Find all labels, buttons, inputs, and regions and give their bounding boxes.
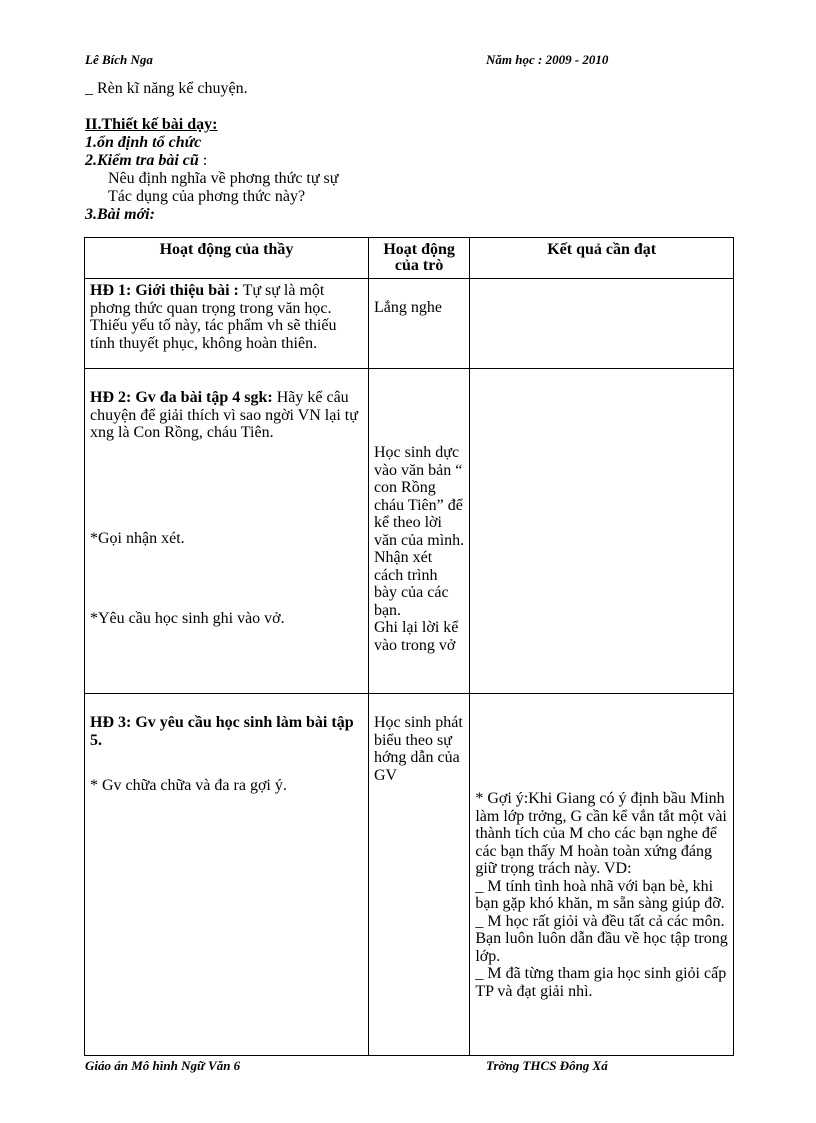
footer-lesson-plan: Giáo án Mô hình Ngữ Văn 6 (85, 1058, 241, 1073)
table-row (85, 694, 734, 1056)
table-header-row (85, 238, 734, 279)
footer-school: Trờng THCS Đông Xá (486, 1058, 608, 1073)
step-1: 1.ổn định tổ chức (85, 134, 202, 151)
result-point-3: _ M đã từng tham gia học sinh giỏi cấp TP và đạt giải nhì. (475, 965, 727, 1000)
row2-teacher (85, 369, 369, 694)
row1-student: Lắng nghe (368, 279, 469, 369)
header-teacher: Hoạt động của thầy (85, 238, 369, 279)
check-question-1: Nêu định nghĩa về phơng thức tự sự (108, 170, 339, 187)
header-result: Kết quả cần đạt (470, 238, 734, 279)
table-row (85, 279, 734, 369)
intro-line: _ Rèn kĩ năng kể chuyện. (85, 80, 248, 97)
activity-2-text: Hãy kể câu chuyện để giải thích vì sao ngời VN lại tự xng là Con Rồng, cháu Tiên. (90, 389, 358, 441)
result-point-2: _ M học rất giỏi và đều tất cả các môn. Bạn luôn luôn dẫn đầu về học tập trong lớp. (475, 912, 728, 965)
row2-student-2: Nhận xét cách trình bày của các bạn. (373, 549, 449, 619)
result-hint: * Gợi ý:Khi Giang có ý định bầu Minh làm lớp trởng, G cần kể vắn tắt một vài thành tích của M cho các bạn nghe để các bạn thấy M hoàn toàn xứng đáng giữ trọng trách này. VD: (475, 790, 727, 877)
row1-result (470, 279, 734, 369)
activity-3-text: * Gv chữa chữa và đa ra gợi ý. (90, 777, 287, 794)
activity-1-title: HĐ 1: Giới thiệu bài : (90, 282, 239, 299)
activity-3-title: HĐ 3: Gv yêu cầu học sinh làm bài tập 5. (90, 714, 354, 749)
row2-result (470, 369, 734, 694)
row3-student: Học sinh phát biểu theo sự hớng dẫn của GV (368, 694, 469, 1056)
activity-1-text: Tự sự là một phơng thức quan trọng trong văn học. Thiếu yếu tố này, tác phẩm vh sẽ thiếu tính thuyết phục, không hoàn thiên. (90, 282, 337, 352)
row1-teacher (85, 279, 369, 369)
activity-2-title: HĐ 2: Gv đa bài tập 4 sgk: (90, 389, 273, 406)
row2-student-3: Ghi lại lời kể vào trong vở (373, 619, 459, 654)
step-2-label: 2.Kiểm tra bài cũ (85, 152, 199, 169)
section-title: II.Thiết kế bài dạy: (85, 116, 218, 133)
table-row (85, 369, 734, 694)
check-question-2: Tác dụng của phơng thức này? (108, 188, 306, 205)
row3-teacher (85, 694, 369, 1056)
header-school-year: Năm học : 2009 - 2010 (486, 52, 609, 67)
result-point-1: _ M tính tình hoà nhã với bạn bè, khi bạn gặp khó khăn, m sẵn sàng giúp đỡ. (475, 877, 725, 912)
row3-result (470, 694, 734, 1056)
lesson-table (84, 237, 734, 1056)
row2-student (368, 369, 469, 694)
header-student: Hoạt động của trò (368, 238, 469, 279)
row2-note-1: *Gọi nhận xét. (90, 529, 185, 547)
step-2-colon: : (198, 152, 208, 169)
row2-note-2: *Yêu cầu học sinh ghi vào vở. (90, 610, 285, 627)
row2-student-1: Học sinh dực vào văn bản “ con Rồng cháu Tiên” để kể theo lời văn của mình. (373, 444, 465, 549)
step-3: 3.Bài mới: (85, 206, 155, 223)
step-2 (85, 152, 207, 170)
header-author: Lê Bích Nga (85, 52, 153, 67)
